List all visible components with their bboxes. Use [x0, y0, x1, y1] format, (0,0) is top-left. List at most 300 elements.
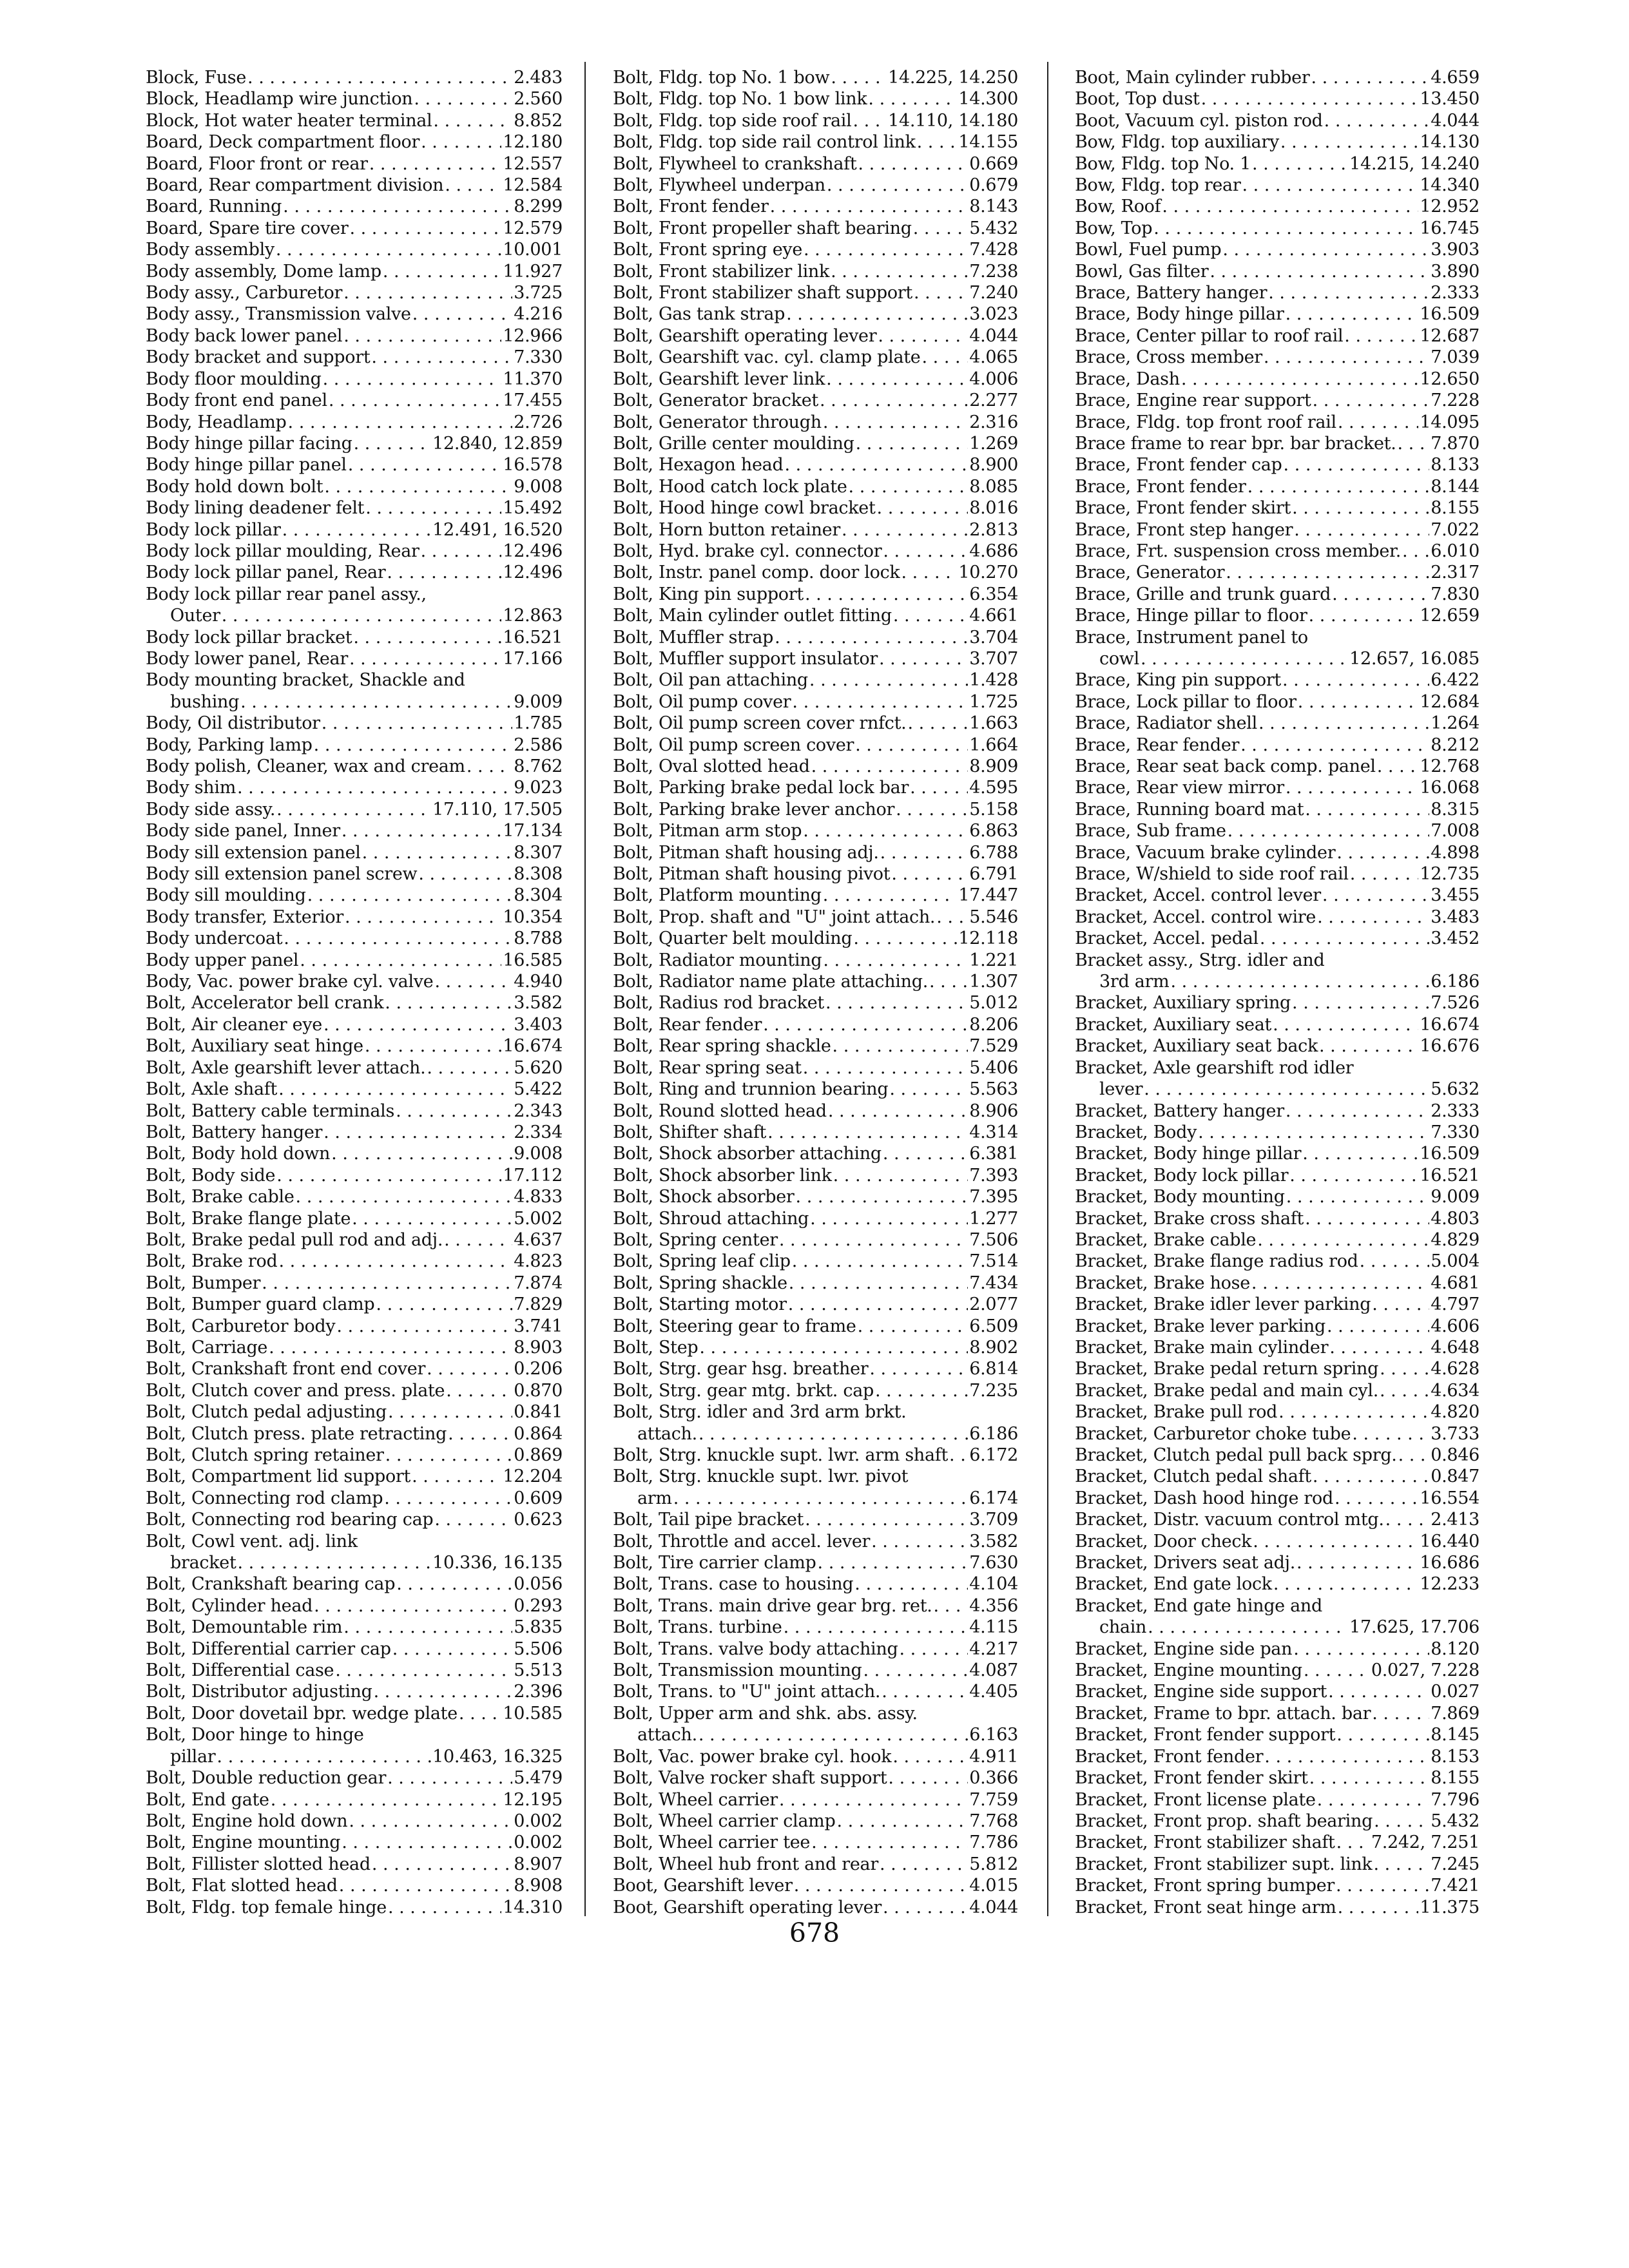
dot-leader [831, 261, 968, 282]
dot-leader [1242, 175, 1418, 196]
index-entry [1075, 1724, 1480, 1745]
index-entry [146, 735, 563, 756]
entry-page-ref: 7.786 [969, 1832, 1018, 1853]
entry-label: Bolt, Engine mounting [146, 1832, 341, 1853]
entry-label: Bolt, Trans. turbine [613, 1617, 782, 1638]
entry-label: Bolt, Front spring eye [613, 240, 803, 260]
dot-leader [1397, 433, 1429, 454]
entry-page-ref: 4.829 [1431, 1229, 1480, 1250]
dot-leader [1264, 1746, 1429, 1767]
index-entry [613, 863, 1018, 885]
dot-leader [322, 713, 512, 734]
index-entry [146, 497, 563, 519]
entry-label: Bracket, Clutch pedal pull back sprg. [1075, 1445, 1397, 1465]
entry-label: Bracket, Door check [1075, 1531, 1252, 1552]
entry-page-ref: 7.039 [1431, 347, 1480, 368]
index-entry [146, 1251, 563, 1272]
dot-leader [775, 627, 968, 648]
entry-page-ref: 1.428 [969, 670, 1018, 691]
entry-label: Body hold down bolt [146, 476, 323, 497]
dot-leader [1226, 562, 1429, 583]
dot-leader [262, 1273, 512, 1294]
index-entry [1075, 1595, 1480, 1617]
entry-label: Bracket, Body hinge pillar [1075, 1144, 1302, 1164]
entry-label: Bolt, Hexagon head [613, 455, 784, 476]
dot-leader [1258, 713, 1429, 734]
index-entry [146, 669, 563, 691]
entry-label: Board, Deck compartment floor [146, 132, 420, 153]
index-entry [146, 777, 563, 798]
dot-leader [1319, 1035, 1418, 1057]
dot-leader [811, 756, 969, 777]
dot-leader [901, 562, 957, 583]
column-divider [584, 62, 586, 1916]
dot-leader [879, 648, 968, 669]
entry-label: Bolt, Oval slotted head [613, 756, 810, 776]
index-entry [1075, 390, 1480, 411]
index-entry [613, 1531, 1018, 1552]
index-entry [1075, 1552, 1480, 1573]
dot-leader [343, 282, 512, 303]
entry-label: Brace, Center pillar to roof rail [1075, 325, 1344, 346]
entry-page-ref: 16.509 [1420, 304, 1480, 325]
entry-label: 3rd arm [1099, 972, 1170, 992]
index-entry [1075, 1143, 1480, 1164]
dot-leader [222, 605, 502, 626]
index-entry [146, 1445, 563, 1466]
dot-leader [412, 303, 512, 325]
dot-leader [427, 1057, 512, 1079]
entry-label: Brace, Grille and trunk guard [1075, 584, 1331, 604]
index-entry [613, 1316, 1018, 1337]
entry-label: Bolt, Oil pan attaching [613, 670, 808, 691]
entry-label: Body lock pillar [146, 519, 281, 540]
entry-label: Bolt, Clutch press. plate retracting [146, 1423, 447, 1444]
entry-label: Brace, Engine rear support [1075, 390, 1311, 411]
entry-page-ref: 10.354 [503, 907, 563, 927]
entry-page-ref: 12.840, 12.859 [432, 433, 563, 454]
entry-page-ref: 16.674 [1420, 1014, 1480, 1035]
index-entry [1075, 1897, 1480, 1918]
entry-page-ref: 7.830 [1431, 584, 1480, 604]
entry-page-ref: 12.735 [1420, 864, 1480, 885]
dot-leader [1293, 1639, 1429, 1660]
index-entry [1075, 842, 1480, 863]
dot-leader [1298, 691, 1419, 713]
index-entry [613, 1660, 1018, 1681]
dot-leader [1264, 347, 1429, 368]
dot-leader [1374, 1811, 1429, 1832]
dot-leader [343, 325, 501, 347]
entry-label: Bolt, Flat slotted head [146, 1876, 338, 1896]
index-entry [146, 1552, 563, 1573]
index-entry [613, 454, 1018, 476]
index-entry [1075, 1079, 1480, 1100]
index-entry [613, 131, 1018, 153]
dot-leader [418, 863, 512, 885]
entry-label: Brace, Instrument panel to [1075, 627, 1308, 648]
dot-leader [385, 1445, 513, 1466]
entry-label: Bowl, Gas filter [1075, 261, 1209, 282]
entry-label: Bracket, Front fender support [1075, 1725, 1336, 1745]
dot-leader [278, 1079, 512, 1100]
index-entry [146, 1660, 563, 1681]
entry-page-ref: 12.204 [503, 1466, 563, 1487]
dot-leader [421, 541, 502, 562]
entry-page-ref: 6.354 [969, 584, 1018, 604]
entry-label: Body lock pillar bracket [146, 627, 352, 648]
dot-leader [794, 1875, 969, 1896]
index-entry [613, 1767, 1018, 1789]
entry-page-ref: 5.004 [1431, 1251, 1480, 1272]
index-entry [1075, 1854, 1480, 1875]
index-entry [146, 325, 563, 347]
entry-page-ref: 2.343 [514, 1100, 563, 1121]
entry-page-ref: 4.217 [969, 1639, 1018, 1659]
entry-page-ref: 12.657, 16.085 [1349, 648, 1480, 669]
entry-label: Bolt, Horn button retainer [613, 519, 840, 540]
entry-label: Bolt, Bumper [146, 1273, 261, 1293]
entry-label: Bolt, Trans. to "U" joint attach. [613, 1682, 881, 1702]
entry-page-ref: 14.095 [1420, 412, 1480, 432]
entry-label: Body assy., Carburetor [146, 283, 343, 303]
dot-leader [871, 1531, 968, 1552]
dot-leader [365, 1035, 501, 1057]
entry-label: Brace, Body hinge pillar [1075, 304, 1284, 325]
entry-page-ref: 0.841 [514, 1402, 563, 1423]
index-entry [1075, 218, 1480, 239]
entry-page-ref: 8.155 [1431, 498, 1480, 519]
entry-label: Brace, Front fender skirt [1075, 498, 1291, 519]
entry-page-ref: 6.791 [969, 864, 1018, 885]
entry-page-ref: 4.634 [1431, 1380, 1480, 1401]
dot-leader [1268, 282, 1429, 303]
entry-label: Block, Headlamp wire junction [146, 89, 413, 110]
entry-page-ref: 8.155 [1431, 1768, 1480, 1789]
entry-page-ref: 8.788 [514, 928, 563, 949]
dot-leader [396, 1573, 512, 1595]
entry-label: Bolt, Trans. case to housing [613, 1574, 854, 1595]
entry-page-ref: 14.310 [503, 1897, 563, 1917]
index-entry [146, 519, 563, 541]
index-entry [146, 88, 563, 110]
dot-leader [345, 907, 501, 928]
entry-page-ref: 17.112 [503, 1165, 563, 1186]
index-entry [613, 433, 1018, 454]
index-entry [146, 1035, 563, 1057]
entry-label: Outer [170, 606, 220, 626]
entry-page-ref: 0.869 [514, 1445, 563, 1465]
entry-label: Bolt, Rear fender [613, 1014, 762, 1035]
entry-page-ref: 10.585 [503, 1703, 563, 1724]
dot-leader [1377, 756, 1419, 777]
entry-page-ref: 4.659 [1431, 68, 1480, 88]
entry-label: Bolt, Gas tank strap [613, 304, 786, 325]
entry-page-ref: 4.648 [1431, 1337, 1480, 1358]
dot-leader [849, 476, 969, 497]
index-entry [613, 1897, 1018, 1918]
index-entry [1075, 584, 1480, 605]
index-entry [146, 1208, 563, 1229]
entry-label: Boot, Main cylinder rubber [1075, 68, 1310, 88]
entry-label: Brace, Cross member [1075, 347, 1262, 368]
index-entry [1075, 239, 1480, 260]
dot-leader [792, 691, 968, 713]
dot-leader [284, 928, 512, 949]
entry-page-ref: 2.333 [1431, 283, 1480, 303]
entry-label: Bolt, Tail pipe bracket [613, 1510, 804, 1530]
index-entry [146, 541, 563, 562]
entry-page-ref: 3.455 [1431, 885, 1480, 906]
entry-label: Bolt, Hyd. brake cyl. connector [613, 541, 882, 561]
entry-page-ref: 8.903 [514, 1337, 563, 1358]
dot-leader [804, 239, 968, 260]
index-entry [1075, 1208, 1480, 1229]
entry-label: Bolt, Radiator mounting [613, 950, 822, 970]
index-entry [1075, 110, 1480, 131]
entry-label: Bolt, Brake flange plate [146, 1208, 351, 1229]
entry-page-ref: 12.195 [503, 1789, 563, 1810]
entry-label: Bracket, Brake idler lever parking [1075, 1294, 1371, 1315]
dot-leader [779, 1789, 968, 1811]
entry-page-ref: 5.620 [514, 1057, 563, 1078]
index-entry [146, 433, 563, 454]
dot-leader [387, 1767, 512, 1789]
index-entry [613, 562, 1018, 583]
entry-label: Bracket, End gate lock [1075, 1574, 1272, 1595]
index-entry [613, 1724, 1018, 1745]
dot-leader [1257, 1229, 1429, 1251]
dot-leader [388, 1401, 512, 1423]
dot-leader [917, 131, 958, 153]
dot-leader [836, 1811, 968, 1832]
index-entry [146, 713, 563, 734]
entry-page-ref: 12.579 [503, 218, 563, 238]
index-entry [613, 842, 1018, 863]
dot-leader [352, 1208, 512, 1229]
index-entry [1075, 1337, 1480, 1358]
entry-label: Bolt, Shock absorber [613, 1187, 795, 1207]
entry-page-ref: 3.483 [1431, 907, 1480, 927]
dot-leader [323, 1122, 512, 1143]
entry-label: Bracket, Front fender [1075, 1746, 1264, 1767]
entry-label: Bracket, Carburetor choke tube [1075, 1423, 1351, 1444]
entry-label: Body side assy. [146, 799, 276, 820]
entry-page-ref: 5.158 [969, 799, 1018, 820]
entry-page-ref: 5.432 [969, 218, 1018, 238]
entry-page-ref: 5.012 [969, 993, 1018, 1014]
entry-label: Brace, Fldg. top front roof rail [1075, 412, 1336, 432]
dot-leader [314, 1595, 512, 1617]
entry-page-ref: 4.115 [969, 1617, 1018, 1638]
dot-leader [1296, 1552, 1418, 1573]
entry-page-ref: 3.403 [514, 1014, 563, 1035]
index-entry [146, 1789, 563, 1811]
entry-label: Bolt, Fldg. top No. 1 bow [613, 68, 830, 88]
entry-label: Bolt, Quarter belt moulding [613, 928, 853, 949]
index-entry [146, 1617, 563, 1638]
index-entry [613, 412, 1018, 433]
index-entry [146, 1724, 563, 1745]
index-entry [613, 799, 1018, 820]
entry-page-ref: 2.277 [969, 390, 1018, 411]
entry-page-ref: 10.336, 16.135 [432, 1553, 563, 1573]
index-entry [146, 131, 563, 153]
index-entry [613, 1746, 1018, 1767]
entry-label: Body polish, Cleaner, wax and cream [146, 756, 465, 776]
entry-page-ref: 7.529 [969, 1036, 1018, 1057]
entry-label: Brace, Frt. suspension cross member. [1075, 541, 1401, 561]
entry-page-ref: 12.966 [503, 325, 563, 346]
entry-page-ref: 8.145 [1431, 1725, 1480, 1745]
dot-leader [934, 1595, 969, 1617]
dot-leader [823, 950, 968, 971]
index-entry [146, 863, 563, 885]
entry-label: Bracket, Front seat hinge arm [1075, 1897, 1336, 1917]
dot-leader [374, 1681, 513, 1702]
entry-label: chain [1099, 1617, 1147, 1638]
index-entry [1075, 1509, 1480, 1530]
entry-label: Bolt, Tire carrier clamp [613, 1553, 816, 1573]
index-entry [1075, 325, 1480, 347]
entry-label: Bolt, Distributor adjusting [146, 1682, 372, 1702]
entry-label: Bracket, Auxiliary spring [1075, 993, 1291, 1014]
index-entry [146, 1875, 563, 1896]
index-entry [613, 261, 1018, 282]
index-entry [146, 1466, 563, 1487]
entry-page-ref: 5.632 [1431, 1079, 1480, 1100]
entry-label: Body mounting bracket, Shackle and [146, 670, 465, 691]
index-entry [613, 303, 1018, 325]
entry-page-ref: 0.846 [1431, 1445, 1480, 1465]
dot-leader [888, 1767, 968, 1789]
entry-page-ref: 12.496 [503, 541, 563, 561]
index-entry [613, 648, 1018, 669]
dot-leader [1336, 1724, 1429, 1745]
index-entry [1075, 1035, 1480, 1057]
index-entry [1075, 669, 1480, 691]
dot-leader [276, 239, 501, 260]
entry-label: Bolt, Pitman shaft housing adj. [613, 842, 879, 863]
index-entry [613, 1681, 1018, 1702]
entry-page-ref: 14.215, 14.240 [1349, 153, 1480, 174]
entry-label: Bracket, Brake flange radius rod [1075, 1251, 1358, 1272]
entry-page-ref: 4.405 [969, 1682, 1018, 1702]
entry-label: Bolt, Pitman arm stop [613, 821, 802, 841]
index-entry [1075, 1445, 1480, 1466]
dot-leader [929, 971, 968, 992]
entry-page-ref: 4.833 [514, 1187, 563, 1207]
index-entry [613, 627, 1018, 648]
entry-page-ref: 8.906 [969, 1100, 1018, 1121]
entry-page-ref: 13.450 [1420, 89, 1480, 110]
entry-page-ref: 3.741 [514, 1316, 563, 1336]
dot-leader [1273, 1573, 1418, 1595]
entry-page-ref: 17.110, 17.505 [432, 799, 563, 820]
entry-label: Bolt, Generator through [613, 412, 822, 432]
entry-label: Bolt, Battery hanger [146, 1122, 323, 1142]
entry-label: Brace, Rear view mirror [1075, 778, 1284, 798]
index-entry [613, 669, 1018, 691]
entry-page-ref: 12.584 [503, 175, 563, 196]
entry-label: Bolt, Rear spring shackle [613, 1036, 831, 1057]
entry-label: Bolt, Steering gear to frame [613, 1316, 856, 1336]
entry-label: Bolt, Battery cable terminals [146, 1100, 395, 1121]
dot-leader [1252, 153, 1348, 175]
entry-label: Body front end panel [146, 390, 327, 411]
index-entry [1075, 907, 1480, 928]
index-entry [146, 584, 563, 605]
dot-leader [878, 325, 968, 347]
entry-page-ref: 0.366 [969, 1768, 1018, 1789]
entry-label: Body upper panel [146, 950, 299, 970]
entry-page-ref: 9.008 [514, 1144, 563, 1164]
entry-label: Bolt, Fldg. top side roof rail [613, 110, 852, 131]
entry-label: Bolt, Axle shaft [146, 1079, 278, 1100]
entry-page-ref: 17.134 [503, 821, 563, 841]
entry-label: Bolt, Differential case [146, 1660, 334, 1681]
entry-page-ref: 8.304 [514, 885, 563, 906]
index-entry [613, 497, 1018, 519]
entry-label: Brace, Dash [1075, 369, 1180, 389]
entry-page-ref: 8.016 [969, 498, 1018, 519]
dot-leader [831, 67, 887, 88]
index-entry [1075, 1681, 1480, 1702]
entry-label: Bolt, Clutch cover and press. plate [146, 1380, 445, 1401]
entry-page-ref: 14.340 [1420, 175, 1480, 196]
index-entry [613, 1057, 1018, 1079]
dot-leader [858, 153, 968, 175]
index-entry [1075, 1617, 1480, 1638]
index-entry [613, 369, 1018, 390]
entry-page-ref: 10.463, 16.325 [432, 1746, 563, 1767]
entry-label: Body lock pillar panel, Rear [146, 562, 386, 583]
entry-page-ref: 8.133 [1431, 455, 1480, 476]
dot-leader [392, 1639, 512, 1660]
entry-page-ref: 1.269 [969, 433, 1018, 454]
entry-label: Body lining deadener felt [146, 498, 365, 519]
entry-label: Bolt, Double reduction gear [146, 1768, 387, 1789]
entry-label: Bolt, Front propeller shaft bearing [613, 218, 912, 238]
dot-leader [296, 1186, 513, 1207]
index-entry [613, 950, 1018, 971]
index-entry [146, 1316, 563, 1337]
entry-page-ref: 16.521 [503, 627, 563, 648]
index-entry [613, 67, 1018, 88]
index-entry [613, 1100, 1018, 1122]
dot-leader [1335, 1488, 1418, 1509]
entry-label: Brace, Rear fender [1075, 735, 1240, 755]
index-entry [146, 1531, 563, 1552]
entry-page-ref: 0.679 [969, 175, 1018, 196]
index-entry [613, 1639, 1018, 1660]
entry-label: Bolt, Transmission mounting [613, 1660, 862, 1681]
index-entry [1075, 992, 1480, 1014]
entry-page-ref: 1.307 [969, 972, 1018, 992]
index-entry [613, 1186, 1018, 1207]
dot-leader [809, 669, 968, 691]
entry-page-ref: 8.762 [514, 756, 563, 776]
dot-leader [1317, 907, 1429, 928]
index-entry [613, 735, 1018, 756]
dot-leader [810, 1208, 968, 1229]
entry-page-ref: 4.044 [969, 325, 1018, 346]
entry-label: Bracket, Front license plate [1075, 1789, 1316, 1810]
dot-leader [1372, 1703, 1429, 1724]
index-entry [613, 713, 1018, 734]
index-entry [1075, 476, 1480, 497]
index-entry [146, 369, 563, 390]
